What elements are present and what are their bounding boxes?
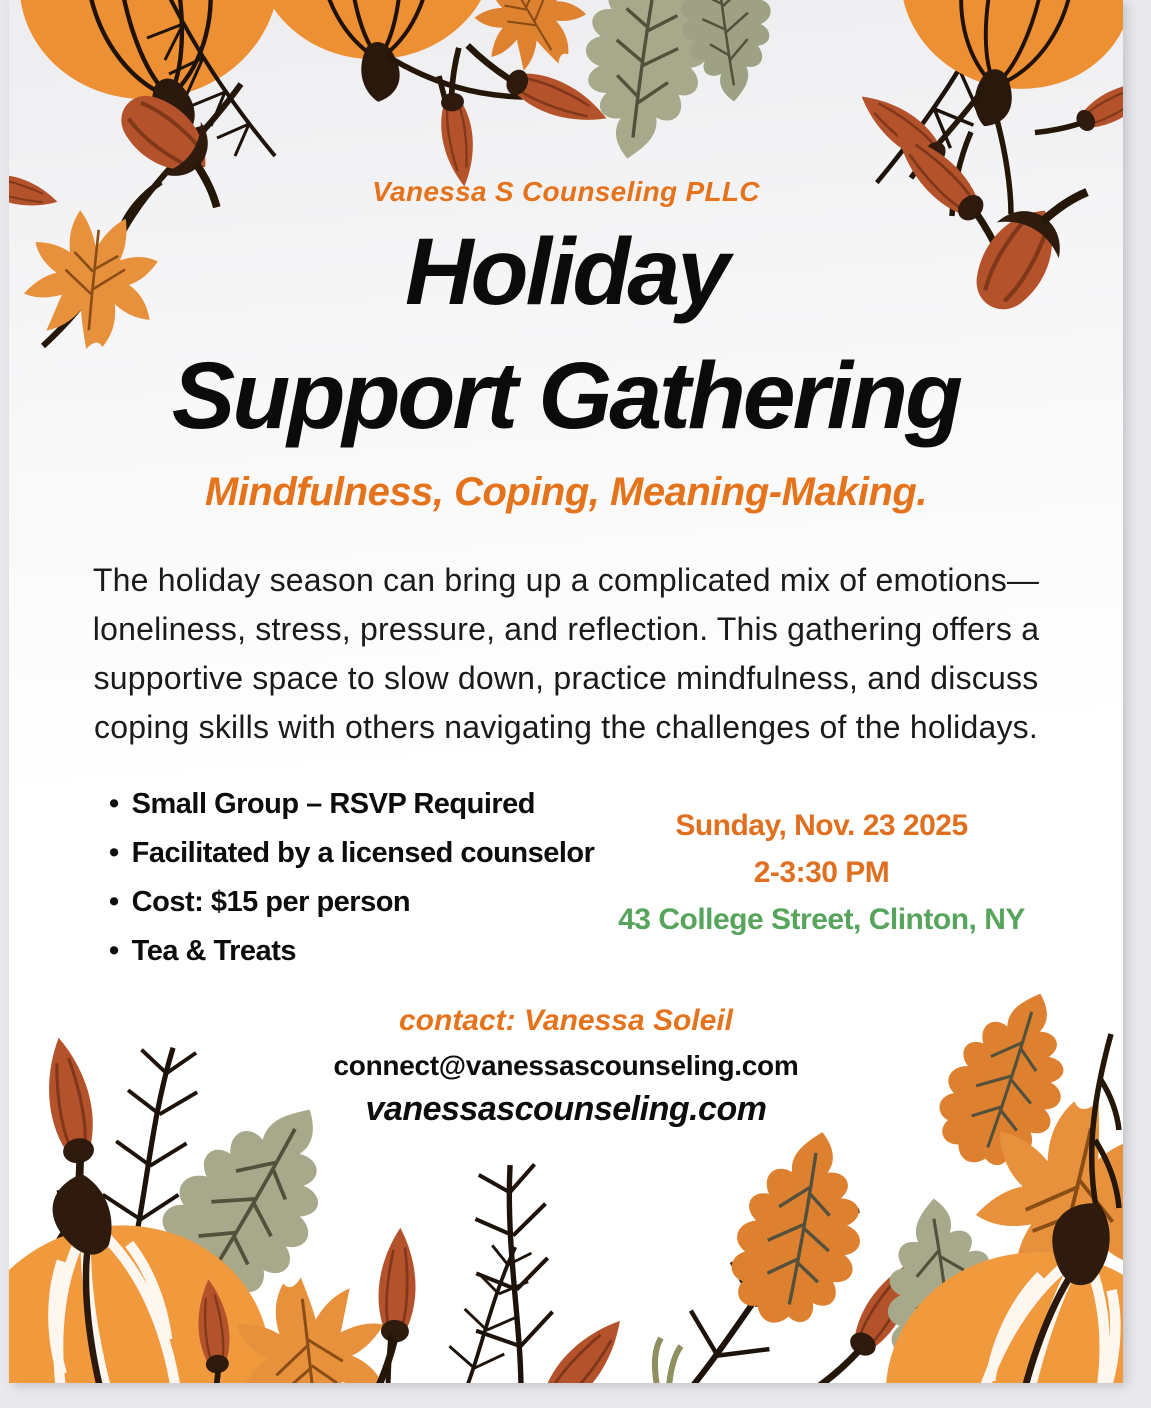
list-item [109,780,594,829]
holiday-flyer [9,0,1123,1383]
list-item [109,829,594,878]
contact-name: contact: Vanessa Soleil [398,1004,733,1037]
event-detail-list [109,780,594,976]
description-line: coping skills with others navigating the challenges of the holidays. [94,709,1038,745]
title-line-2: Support Gathering [171,343,961,449]
flyer-content [9,0,1123,1383]
brand-name: Vanessa S Counseling PLLC [372,176,760,207]
event-time: 2-3:30 PM [753,856,890,889]
page-title [9,210,1123,458]
list-item [109,927,594,976]
event-address: 43 College Street, Clinton, NY [618,903,1025,936]
description-line: loneliness, stress, pressure, and reflection. This gathering offers a [92,611,1040,647]
subtitle: Mindfulness, Coping, Meaning-Making. [205,470,927,514]
bullet-text: • Facilitated by a licensed counselor [131,837,595,869]
bullet-text: • Tea & Treats [131,935,296,967]
bullet-text: • Cost: $15 per person [131,886,411,918]
title-line-1: Holiday [404,219,728,325]
description-line: supportive space to slow down, practice mindfulness, and discuss [93,660,1039,696]
contact-email: connect@vanessascounseling.com [333,1050,799,1081]
bullet-text: • Small Group – RSVP Required [131,788,536,820]
description-paragraph [9,556,1123,752]
event-date: Sunday, Nov. 23 2025 [675,809,968,842]
contact-website: vanessascounseling.com [365,1090,767,1128]
event-when-where [594,802,1049,943]
list-item [109,878,594,927]
description-line: The holiday season can bring up a complicated mix of emotions— [92,562,1040,598]
